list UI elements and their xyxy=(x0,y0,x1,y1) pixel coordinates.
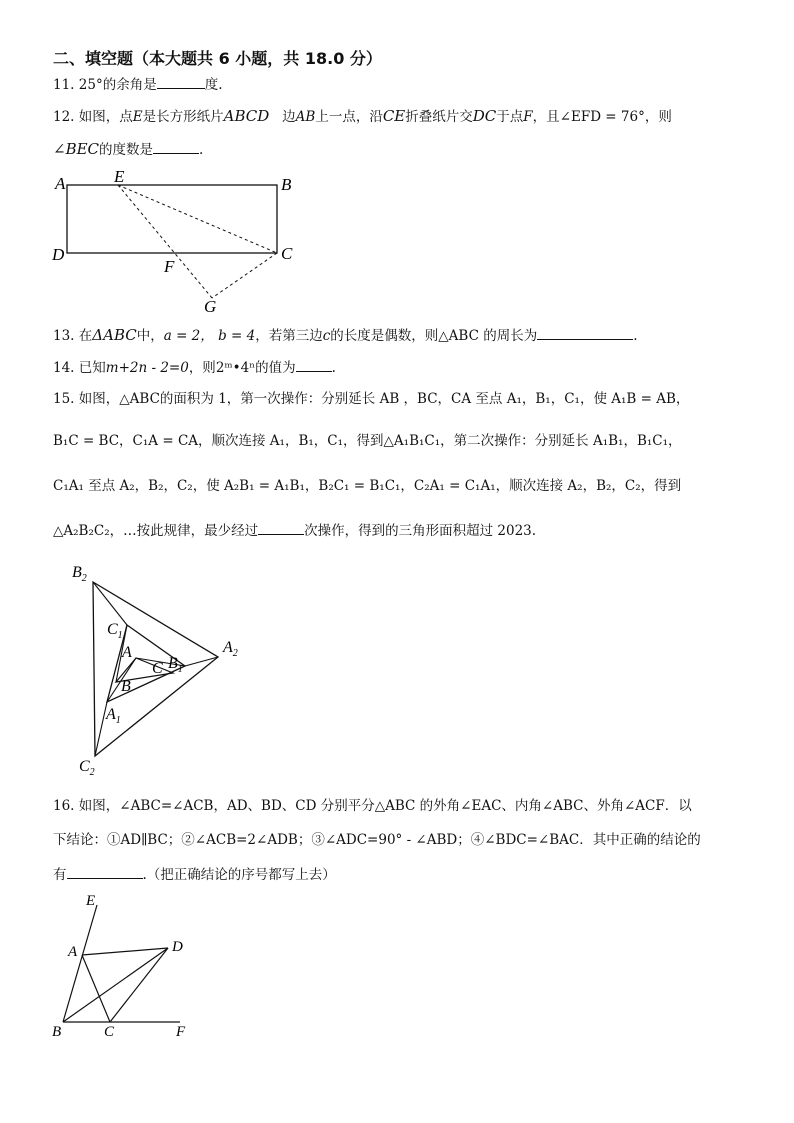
label-f: F xyxy=(176,1024,186,1040)
segment-cd xyxy=(110,948,168,1022)
question-number: 11. xyxy=(53,77,75,93)
question-number: 13. xyxy=(53,328,75,344)
label-a: A xyxy=(68,944,78,960)
question-14: 14. 已知m+2n - 2=0，则2ᵐ•4ⁿ的值为 . xyxy=(53,357,336,378)
label-g: G xyxy=(204,297,217,316)
segment-ac xyxy=(82,955,110,1022)
question-16-line-2: 下结论：①AD∥BC；②∠ACB=2∠ADB；③∠ADC=90° - ∠ABD；④∠BDC=∠BAC．其中正确的结论的 xyxy=(53,832,701,848)
label-c: C xyxy=(104,1024,115,1040)
question-12-line-1: 12. 如图，点E是长方形纸片ABCD 边AB上一点，沿CE折叠纸片交DC于点F，且∠EFD = 76°，则 xyxy=(53,107,672,125)
label-b1: $B_1$ xyxy=(168,655,183,675)
question-number: 12. xyxy=(53,109,75,125)
section-title: 二、填空题（本大题共 6 小题，共 18.0 分） xyxy=(53,49,382,68)
question-number: 16. xyxy=(53,798,75,814)
question-13: 13. 在ΔABC中，a = 2， b = 4，若第三边c的长度是偶数，则△ABC 的周长为 . xyxy=(53,326,638,344)
label-c: C xyxy=(281,244,293,263)
label-c2: $C_2$ xyxy=(79,758,95,778)
question-15-line-1: 15. 如图，△ABC的面积为 1，第一次操作：分别延长 AB ，BC，CA 至点 A₁，B₁，C₁，使 A₁B = AB， xyxy=(53,391,690,407)
label-e: E xyxy=(86,893,96,909)
label-c1: $C_1$ xyxy=(107,621,123,641)
question-number: 15. xyxy=(53,391,75,407)
label-a: A xyxy=(122,644,132,661)
label-f: F xyxy=(164,257,175,276)
label-b: B xyxy=(52,1024,62,1040)
label-d: D xyxy=(52,245,65,264)
question-15-line-3: C₁A₁ 至点 A₂，B₂，C₂，使 A₂B₁ = A₁B₁，B₂C₁ = B₁C₁，C₂A₁ = C₁A₁，顺次连接 A₂，B₂，C₂，得到 xyxy=(53,478,682,494)
label-a1: $A_1$ xyxy=(106,706,121,726)
label-e: E xyxy=(114,167,125,186)
question-16-line-1: 16. 如图，∠ABC=∠ACB，AD、BD、CD 分别平分△ABC 的外角∠EAC、内角∠ABC、外角∠ACF．以 xyxy=(53,798,692,814)
segment-ad xyxy=(82,948,168,955)
question-number: 14. xyxy=(53,360,75,376)
label-b: B xyxy=(121,678,131,695)
label-a2: $A_2$ xyxy=(223,639,238,659)
question-15-line-2: B₁C = BC，C₁A = CA，顺次连接 A₁，B₁，C₁，得到△A₁B₁C₁，第二次操作：分别延长 A₁B₁，B₁C₁， xyxy=(53,433,682,449)
question-12-line-2: ∠BEC的度数是 . xyxy=(53,140,204,158)
question-15-line-4: △A₂B₂C₂，…按此规律，最少经过 次操作，得到的三角形面积超过 2023. xyxy=(53,520,536,541)
question-11: 11. 25°的余角是 度. xyxy=(53,74,223,95)
label-d: D xyxy=(172,939,183,955)
question-16-line-3: 有 .（把正确结论的序号都写上去） xyxy=(53,864,336,885)
label-b: B xyxy=(281,175,292,194)
segment-bd xyxy=(63,948,168,1022)
label-b2: $B_2$ xyxy=(72,564,87,584)
ray-be xyxy=(63,905,97,1022)
label-a: A xyxy=(55,174,66,193)
label-c: C xyxy=(152,660,163,677)
